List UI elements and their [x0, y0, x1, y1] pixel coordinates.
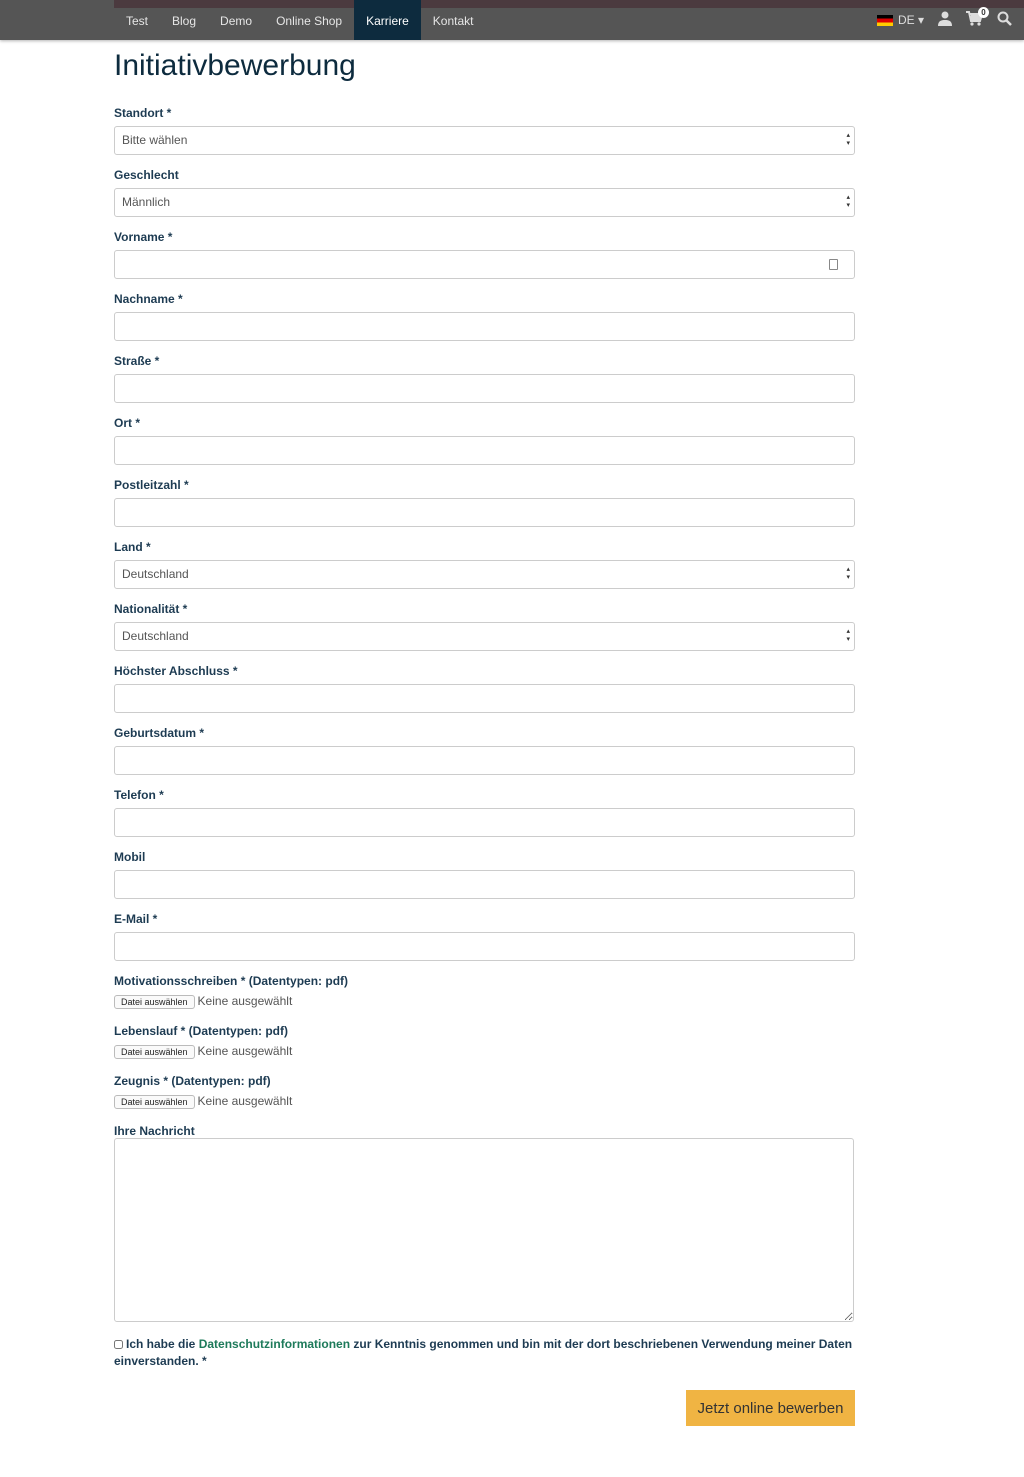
- main-menu: [114, 0, 486, 40]
- choose-file-button[interactable]: Datei auswählen: [114, 1095, 195, 1109]
- telefon-input[interactable]: [114, 808, 855, 837]
- autofill-contact-icon[interactable]: [829, 259, 838, 270]
- choose-file-button[interactable]: Datei auswählen: [114, 1045, 195, 1059]
- privacy-consent-checkbox[interactable]: [114, 1340, 123, 1349]
- field-geburtsdatum: [114, 724, 855, 786]
- ort-input[interactable]: [114, 436, 855, 465]
- message-textarea[interactable]: [114, 1138, 854, 1322]
- top-nav: [0, 0, 1024, 40]
- field-mobil: [114, 848, 855, 910]
- nav-item-blog[interactable]: Blog: [172, 14, 197, 28]
- nav-item-kontakt[interactable]: Kontakt: [432, 14, 474, 28]
- nachname-input[interactable]: [114, 312, 855, 341]
- field-postleitzahl: [114, 476, 855, 538]
- submit-application-button[interactable]: Jetzt online bewerben: [686, 1390, 855, 1426]
- land-select[interactable]: Deutschland ▴ ▾: [114, 560, 855, 589]
- nationalität-select[interactable]: Deutschland ▴ ▾: [114, 622, 855, 651]
- standort-select[interactable]: Bitte wählen ▴ ▾: [114, 126, 855, 155]
- file-upload-0: [114, 972, 855, 1022]
- application-form: [114, 48, 855, 1417]
- land-label: Land *: [114, 540, 151, 554]
- search-icon[interactable]: [997, 11, 1012, 29]
- standort-label: Standort *: [114, 106, 172, 120]
- mobil-input[interactable]: [114, 870, 855, 899]
- straße-label: Straße *: [114, 354, 160, 368]
- language-label: DE: [897, 13, 915, 27]
- german-flag-icon: [877, 15, 893, 26]
- geburtsdatum-input[interactable]: [114, 746, 855, 775]
- nav-item-online-shop[interactable]: Online Shop: [276, 14, 343, 28]
- nav-item-karriere[interactable]: Karriere: [354, 0, 421, 40]
- geburtsdatum-label: Geburtsdatum *: [114, 726, 205, 740]
- field-telefon: [114, 786, 855, 848]
- consent-text-after: zur Kenntnis genommen und bin mit der dort beschriebenen Verwendung meiner Daten einverstanden. *: [114, 1337, 853, 1368]
- message-label: Ihre Nachricht: [114, 1124, 195, 1138]
- field-geschlecht: [114, 166, 855, 228]
- file-upload-label: Zeugnis * (Datentypen: pdf): [114, 1074, 271, 1088]
- file-status: Keine ausgewählt: [197, 1044, 293, 1058]
- nav-tools: [877, 8, 1012, 32]
- file-upload-label: Motivationsschreiben * (Datentypen: pdf): [114, 974, 349, 988]
- field-straße: [114, 352, 855, 414]
- field-nationalität: [114, 600, 855, 662]
- geschlecht-select[interactable]: Männlich ▴ ▾: [114, 188, 855, 217]
- file-status: Keine ausgewählt: [197, 994, 293, 1008]
- mobil-label: Mobil: [114, 850, 146, 864]
- vorname-label: Vorname *: [114, 230, 173, 244]
- nachname-label: Nachname *: [114, 292, 183, 306]
- file-upload-2: [114, 1072, 855, 1122]
- page-title: Initiativbewerbung: [114, 49, 356, 82]
- field-nachname: [114, 290, 855, 352]
- postleitzahl-label: Postleitzahl *: [114, 478, 189, 492]
- field-vorname: [114, 228, 855, 290]
- nav-item-test[interactable]: Test: [126, 14, 149, 28]
- nav-item-demo[interactable]: Demo: [220, 14, 253, 28]
- cart-count-badge: 0: [978, 7, 989, 18]
- telefon-label: Telefon *: [114, 788, 164, 802]
- höchster-abschluss-input[interactable]: [114, 684, 855, 713]
- e-mail-input[interactable]: [114, 932, 855, 961]
- cart-icon[interactable]: [966, 8, 986, 29]
- choose-file-button[interactable]: Datei auswählen: [114, 995, 195, 1009]
- ort-label: Ort *: [114, 416, 141, 430]
- geschlecht-label: Geschlecht: [114, 168, 179, 182]
- user-icon[interactable]: [938, 11, 952, 29]
- field-standort: [114, 104, 855, 166]
- höchster-abschluss-label: Höchster Abschluss *: [114, 664, 238, 678]
- field-höchster-abschluss: [114, 662, 855, 724]
- straße-input[interactable]: [114, 374, 855, 403]
- consent-text-before: Ich habe die: [126, 1337, 199, 1351]
- e-mail-label: E-Mail *: [114, 912, 158, 926]
- field-e-mail: [114, 910, 855, 972]
- field-ort: [114, 414, 855, 476]
- vorname-input[interactable]: [114, 250, 855, 279]
- language-switcher[interactable]: DE ▾: [877, 13, 924, 27]
- file-upload-label: Lebenslauf * (Datentypen: pdf): [114, 1024, 289, 1038]
- privacy-info-link[interactable]: Datenschutzinformationen: [198, 1337, 351, 1351]
- file-upload-1: [114, 1022, 855, 1072]
- privacy-consent: [114, 1336, 855, 1370]
- file-status: Keine ausgewählt: [197, 1094, 293, 1108]
- postleitzahl-input[interactable]: [114, 498, 855, 527]
- nationalität-label: Nationalität *: [114, 602, 188, 616]
- field-land: [114, 538, 855, 600]
